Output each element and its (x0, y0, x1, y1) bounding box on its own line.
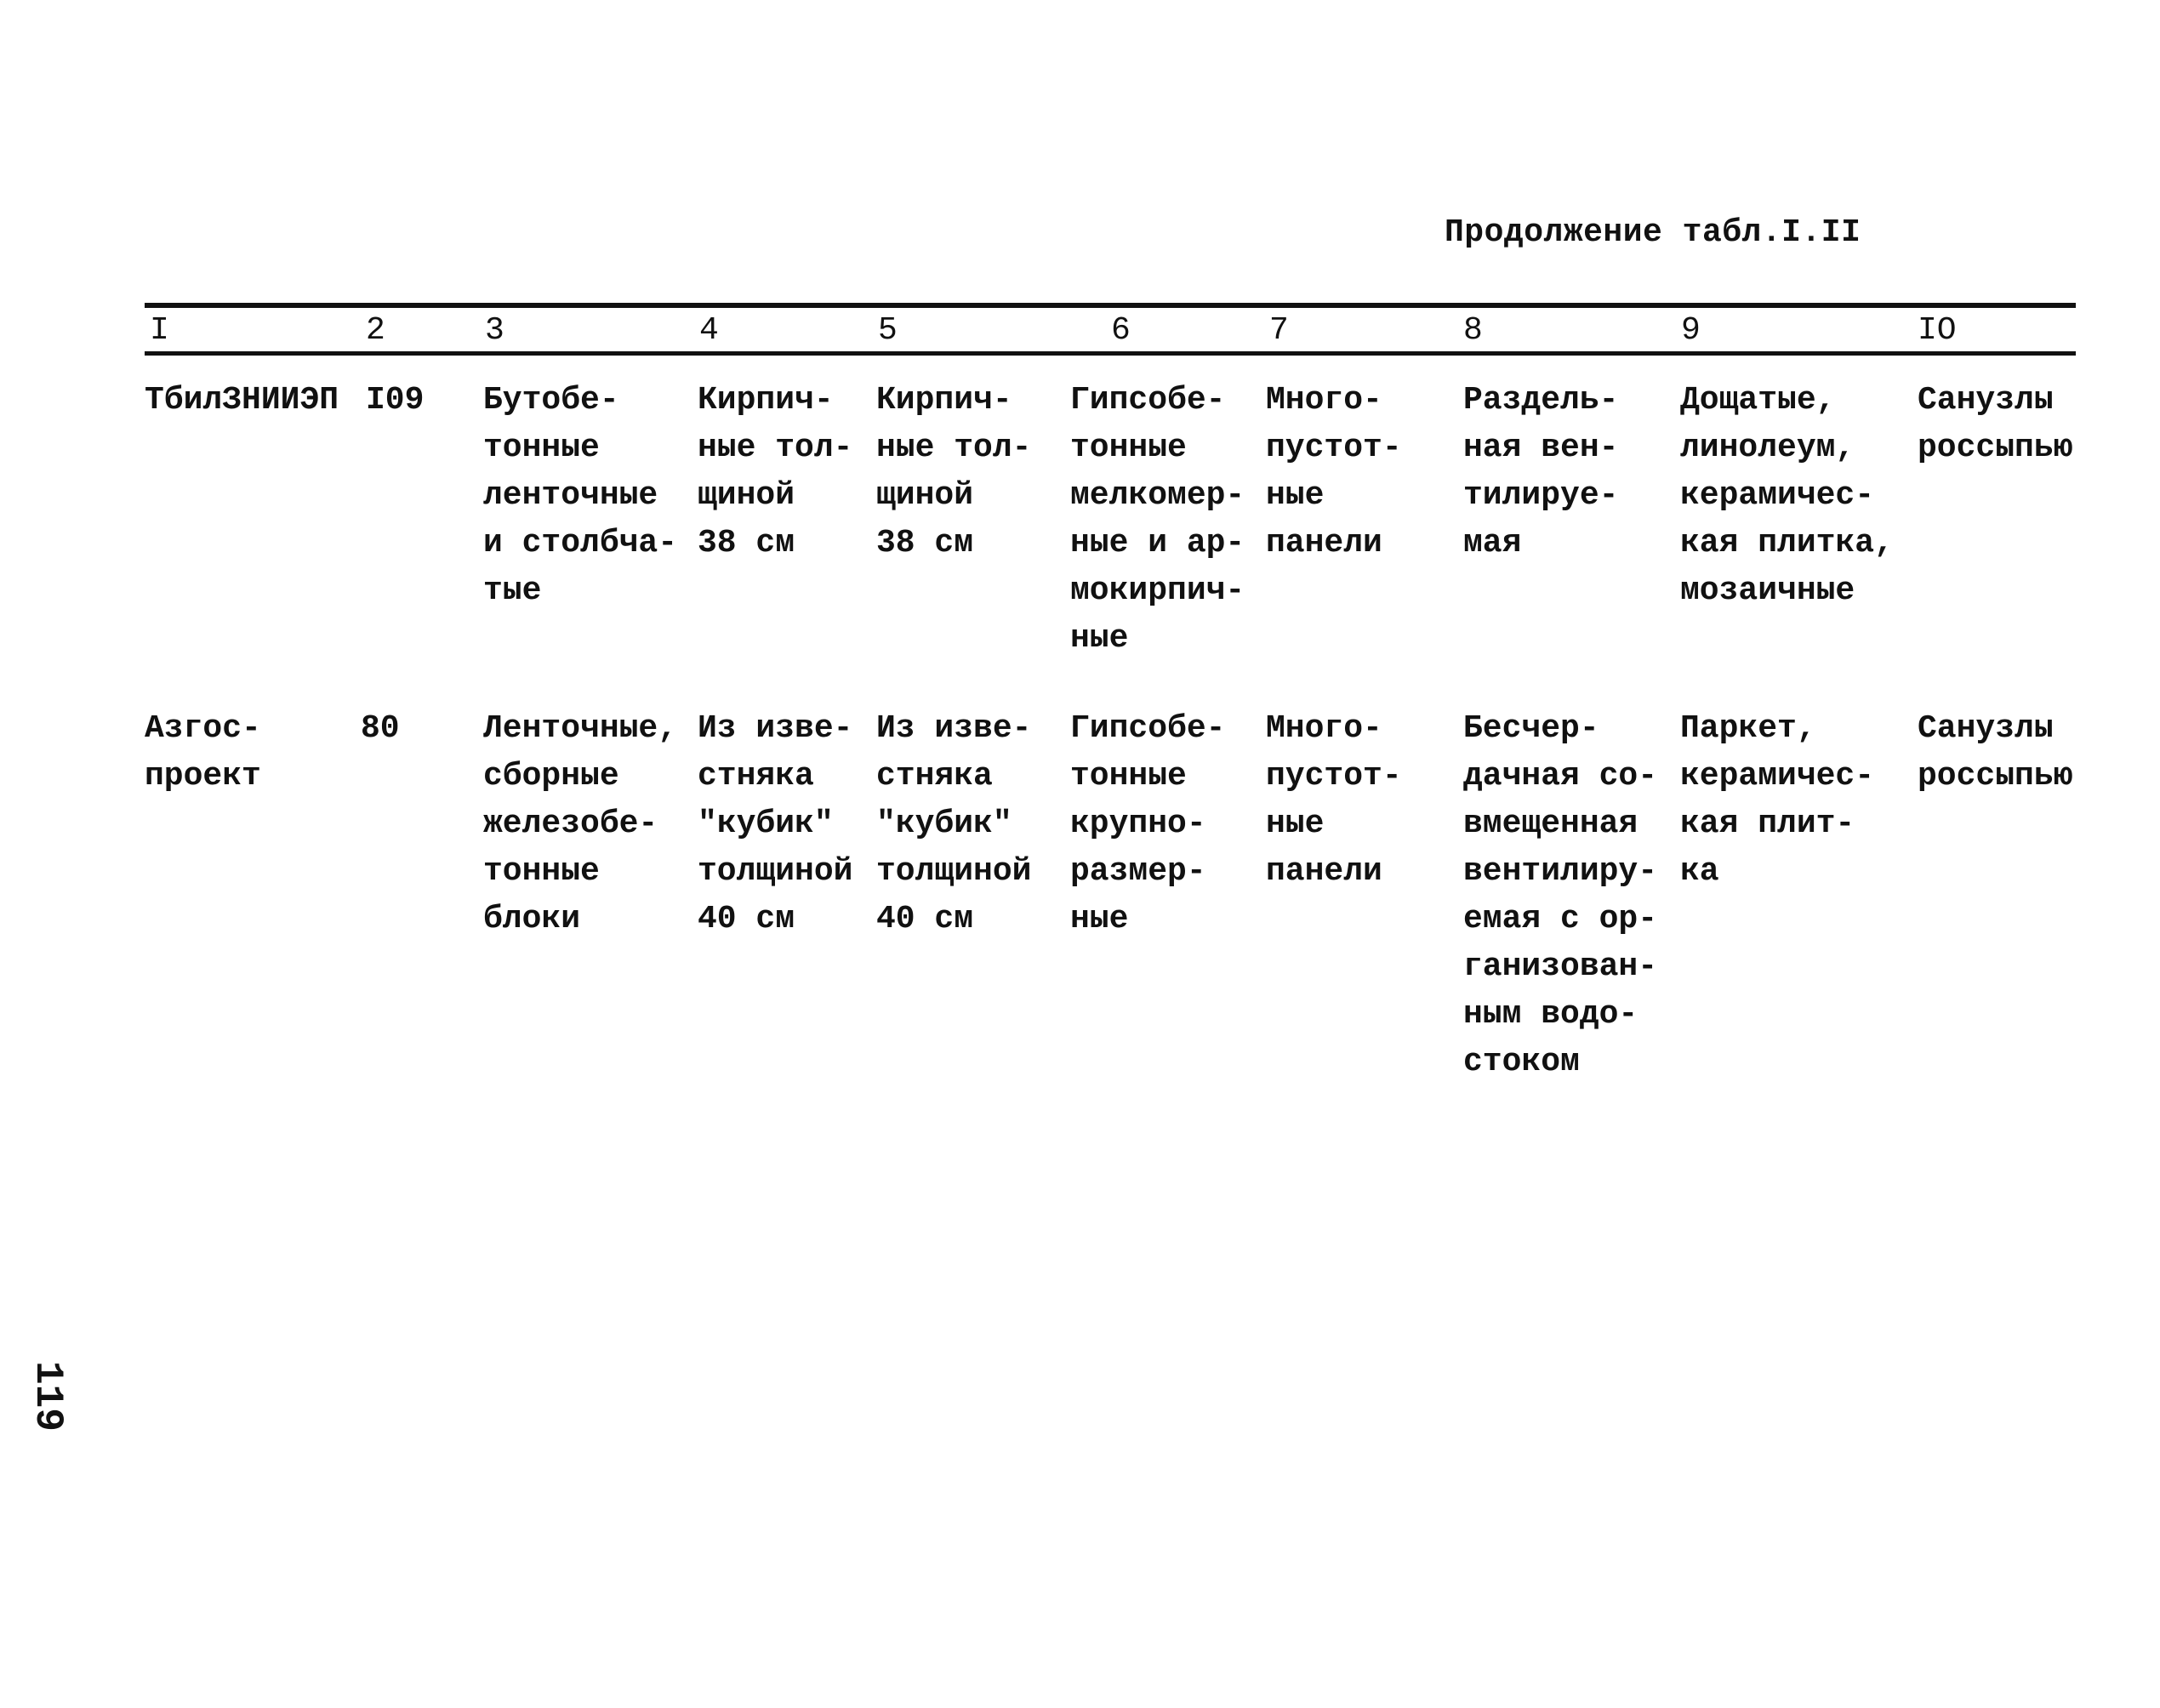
cell-column-6: Гипсобе- тонные мелкомер- ные и ар- мокирпич- ные (1070, 382, 1245, 657)
cell-ventilation: Бесчер- дачная со- вмещенная вентилиру- емая с ор- ганизован- ным водо- стоком (1463, 710, 1658, 1080)
table-top-rule (145, 303, 2076, 308)
cell-column-7: Много- пустот- ные панели (1266, 382, 1402, 561)
cell-column-7: Много- пустот- ные панели (1266, 710, 1402, 890)
column-number-3: 3 (485, 312, 504, 349)
table-caption: Продолжение табл.I.II (1445, 214, 1861, 251)
page-number: 119 (26, 1361, 70, 1432)
column-number-7: 7 (1269, 312, 1289, 349)
cell-organization: Азгос- проект (145, 710, 261, 794)
column-number-2: 2 (366, 312, 385, 349)
cell-column-4: Из изве- стняка "кубик" толщиной 40 см (698, 710, 853, 937)
column-number-9: 9 (1681, 312, 1701, 349)
cell-foundations: Бутобе- тонные ленточные и столбча- тые (483, 382, 678, 609)
column-number-8: 8 (1463, 312, 1483, 349)
column-number-4: 4 (699, 312, 719, 349)
column-number-1: I (150, 312, 169, 349)
cell-column-6: Гипсобе- тонные крупно- размер- ные (1070, 710, 1226, 937)
cell-ventilation: Раздель- ная вен- тилируе- мая (1463, 382, 1619, 561)
cell-column-4: Кирпич- ные тол- щиной 38 см (698, 382, 853, 561)
column-number-10: IO (1918, 312, 1957, 349)
column-number-5: 5 (878, 312, 898, 349)
cell-column-10: Санузлы россыпью (1918, 710, 2073, 794)
cell-foundations: Ленточные, сборные железобе- тонные блоки (483, 710, 678, 937)
cell-column-10: Санузлы россыпью (1918, 382, 2073, 466)
cell-floors: Дощатые, линолеум, керамичес- кая плитка, мозаичные (1680, 382, 1894, 609)
cell-column-5: Из изве- стняка "кубик" толщиной 40 см (876, 710, 1032, 937)
cell-column-5: Кирпич- ные тол- щиной 38 см (876, 382, 1032, 561)
cell-floors: Паркет, керамичес- кая плит- ка (1680, 710, 1875, 890)
table-header-rule (145, 351, 2076, 356)
column-number-6: 6 (1111, 312, 1131, 349)
cell-number: I09 (366, 382, 425, 418)
cell-number: 80 (361, 710, 400, 747)
cell-organization: ТбилЗНИИЭП (145, 382, 339, 418)
